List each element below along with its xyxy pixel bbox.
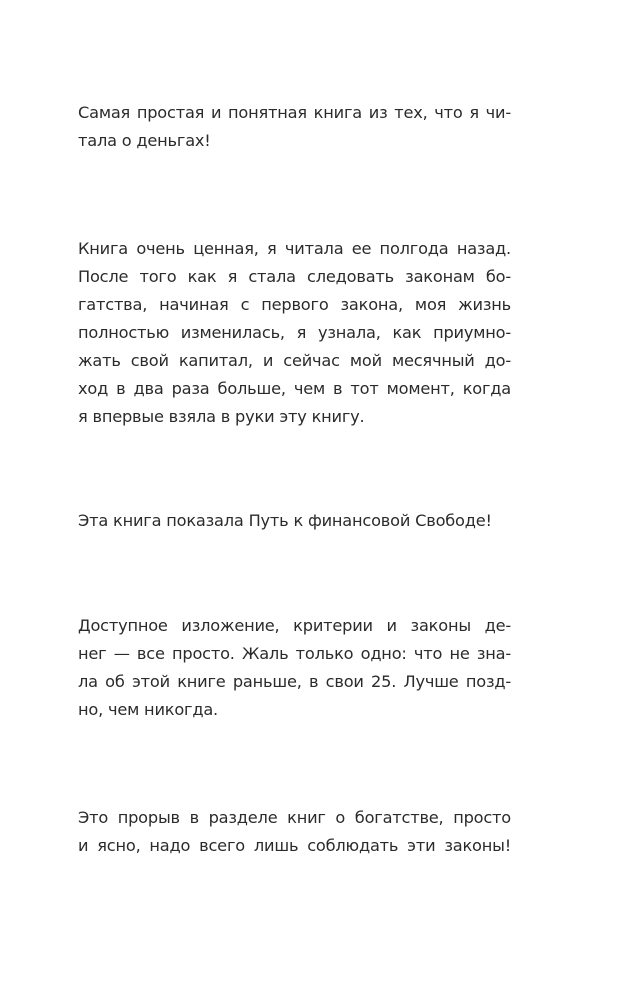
text-line: тала о деньгах! — [78, 131, 211, 150]
text-line: Книга очень ценная, я читала ее полгода назад. — [78, 239, 511, 258]
text-line: нег — все просто. Жаль только одно: что не зна- — [78, 644, 511, 663]
text-line: гатства, начиная с первого закона, моя жизнь — [78, 295, 511, 314]
text-line: Это прорыв в разделе книг о богатстве, просто — [78, 808, 511, 827]
review-paragraph-3 — [78, 507, 511, 535]
review-paragraph-5 — [78, 804, 511, 860]
review-paragraph-4 — [78, 612, 511, 724]
text-line: После того как я стала следовать законам бо- — [78, 267, 511, 286]
text-line: и ясно, надо всего лишь соблюдать эти законы! — [78, 836, 511, 855]
text-line: жать свой капитал, и сейчас мой месячный до- — [78, 351, 511, 370]
review-paragraph-2 — [78, 235, 511, 431]
text-line: ла об этой книге раньше, в свои 25. Лучше позд- — [78, 672, 511, 691]
text-line: ход в два раза больше, чем в тот момент, когда — [78, 379, 511, 398]
text-line: но, чем никогда. — [78, 700, 219, 719]
text-line: полностью изменилась, я узнала, как приумно- — [78, 323, 511, 342]
text-line: Самая простая и понятная книга из тех, что я чи- — [78, 103, 511, 122]
review-paragraph-1 — [78, 99, 511, 155]
text-line: я впервые взяла в руки эту книгу. — [78, 407, 365, 426]
text-line: Эта книга показала Путь к финансовой Свободе! — [78, 511, 492, 530]
text-line: Доступное изложение, критерии и законы де- — [78, 616, 511, 635]
